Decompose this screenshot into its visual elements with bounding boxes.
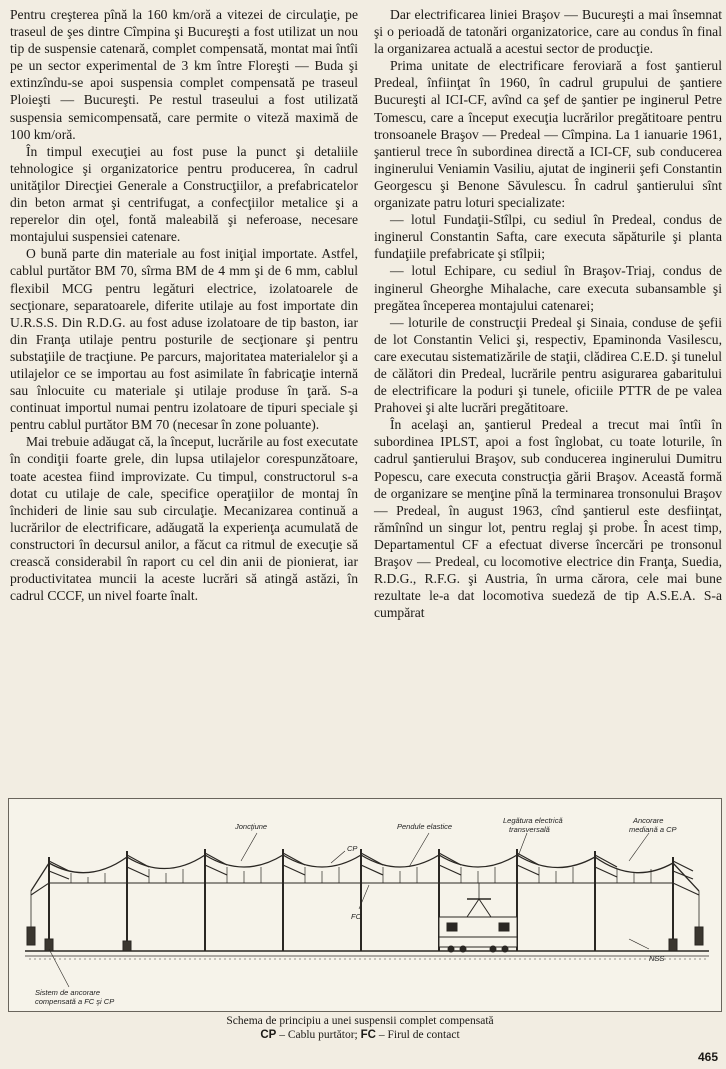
label-mediana: mediană a CP: [629, 825, 677, 834]
label-nss: NSS: [649, 954, 665, 963]
label-ancorare: Ancorare: [633, 816, 664, 825]
caption-fc-abbr: FC: [360, 1029, 376, 1041]
paragraph: Dar electrificarea liniei Braşov — Bucureşti a mai însemnat şi o perioadă de tatonări organizatorice, care au condus în final la organizarea actuală a acestui sector de producţie.: [374, 7, 722, 57]
tension-weights: [27, 891, 703, 951]
list-item: — loturile de construcţii Predeal şi Sinaia, conduse de şefii de lot Constantin Velici şi, respectiv, Epaminonda Vasilescu, care executau sistematizările de staţii, clădirea C.E.D. şi tunelul de călători din Predeal, lucrările pentru asigurarea gabaritului de electrificare la poduri şi tunele, oficiile PTTR de pe valea Prahovei şi alte lucrări pregătitoare.: [374, 314, 722, 416]
paragraph: Prima unitate de electrificare feroviară a fost şantierul Predeal, înfiinţat în 1960, în cadrul grupului de şantiere Bucureşti al ICI-CF, avînd ca şef de şantier pe inginerul Petre Tomescu, care a început execuţia lucrărilor pregătitoare pentru tronsoanele Braşov — Predeal — Cîmpina. La 1 ianuarie 1961, şantierul trece în subordinea directă a ICI-CF, sub conducerea inginerului Veniamin Vasiliu, ajutat de inginerii şefi Constantin Georgescu şi Benone Săvulescu. În cadrul şantierului sînt organizate patru loturi specializate:: [374, 58, 722, 211]
paragraph: În acelaşi an, şantierul Predeal a trecut mai întîi în subordinea IPLST, apoi a fost înglobat, cu toate loturile, în cadrul şantierului Braşov, sub conducerea inginerului Dumitru Popescu, care executa construcţia gării Braşov. Această formă de organizare se menţine pînă la terminarea tronsonului Braşov — Predeal, în august 1963, cînd şantierul este desfiinţat, rămînînd un singur lot, pentru reglaj şi probe. În acest timp, Departamentul CF a efectuat diverse încercări pe tronsonul Braşov — Predeal, cu locomotive electrice din Franţa, Suedia, R.D.G., R.F.G. şi Austria, în urma cărora, cele mai bune rezultate le-a dat locomotiva suedeză de tip A.S.E.A. S-a cumpărat: [374, 417, 722, 621]
caption-cp-text: – Cablu purtător;: [276, 1029, 361, 1041]
left-column: [10, 6, 358, 604]
label-sistem-1: Sistem de ancorare: [35, 988, 101, 997]
label-cp: CP: [347, 844, 358, 853]
label-pendule: Pendule elastice: [397, 822, 453, 831]
page-number: 465: [697, 1050, 718, 1064]
caption-title: Schema de principiu a unei suspensii complet compensată: [226, 1015, 494, 1027]
right-column: [374, 6, 722, 621]
label-sistem-2: compensată a FC şi CP: [35, 997, 115, 1006]
catenary-diagram: [8, 798, 722, 1012]
list-item: — lotul Echipare, cu sediul în Braşov-Triaj, condus de inginerul Gheorghe Mihalache, care executa subansamble şi pregătea începerea montajului catenarei;: [374, 263, 722, 313]
label-legatura: Legătura electrică: [503, 816, 563, 825]
track: [25, 951, 709, 959]
paragraph: Pentru creşterea pînă la 160 km/oră a vitezei de circulaţie, pe traseul de şes dintre Cîmpina şi Bucureşti a fost utilizat un nou tip de suspensie catenară, complet compensată, montat mai întîi pe un sector experimental de 3 km între Floreşti — Buda şi extinzîndu-se apoi suspensia complet compensată pe traseul Ploieşti — Bucureşti. Pe restul traseului a fost utilizată suspensia semicompensată, care permite o viteză maximă de 100 km/oră.: [10, 7, 358, 142]
paragraph: În timpul execuţiei au fost puse la punct şi detaliile tehnologice şi organizatorice pentru producerea, în cadrul unităţilor Direcţiei Generale a Construcţiilor, a prefabricatelor din beton armat şi centrifugat, a confecţiilor metalice şi a reperelor din oţel, fontă maleabilă şi neferoase, necesare montajului suspensiei catenare.: [10, 143, 358, 245]
locomotive: [439, 883, 517, 952]
label-fc: FC: [351, 912, 361, 921]
paragraph: Mai trebuie adăugat că, la început, lucrările au fost executate în condiţii foarte grele, din lupsa utilajelor corespunzătoare, toate acestea fiind improvizate. Cu timpul, constructorul s-a dotat cu utilaje de cale, specifice operaţiilor de montaj în închideri de linie sau sub circulaţie. Mecanizarea continuă a lucrărilor de electrificare, adăugată la experienţa acumulată de constructori în decursul anilor, a făcut ca ritmul de execuţie să crească considerabil în raport cu cel din anii de pionierat, iar productivitatea muncii la aceste lucrări să atingă astăzi, în cadrul CCCF, un nivel foarte înalt.: [10, 434, 358, 604]
label-jonctiune: Joncţiune: [235, 822, 268, 831]
caption-legend: [100, 1028, 620, 1042]
carrier-cable: [31, 855, 699, 891]
contact-wire: [31, 883, 699, 895]
list-item: — lotul Fundaţii-Stîlpi, cu sediul în Predeal, condus de inginerul Constantin Safta, care executa săpăturile şi planta fundaţiile prefabricate şi stîlpii;: [374, 212, 722, 262]
paragraph: O bună parte din materiale au fost iniţial importate. Astfel, cablul purtător BM 70, sîrma BM de 4 mm şi de 6 mm, cablul flexibil MCG pentru legături electrice, izolatoarele de secţionare, separatoarele, diferite utilaje au fost importate din U.R.S.S. Din R.D.G. au fost aduse izolatoare de tip baston, iar din Franţa utilaje pentru posturile de secţionare şi pentru substaţiile de tracţiune. Pe parcurs, majoritatea materialelor şi a utilajelor ce se importau au fost asimilate în fabricaţie internă sau înlocuite cu materiale şi utilaje produse în ţară. S-a continuat importul numai pentru izolatoare de tipuri speciale şi pentru cablul purtător BM 70 (necesar în zone poluante).: [10, 246, 358, 433]
caption-cp-abbr: CP: [260, 1029, 277, 1041]
label-transversala: transversală: [509, 825, 550, 834]
leader-lines: [49, 833, 649, 987]
figure-caption: [100, 1014, 620, 1042]
caption-fc-text: – Firul de contact: [375, 1029, 460, 1041]
